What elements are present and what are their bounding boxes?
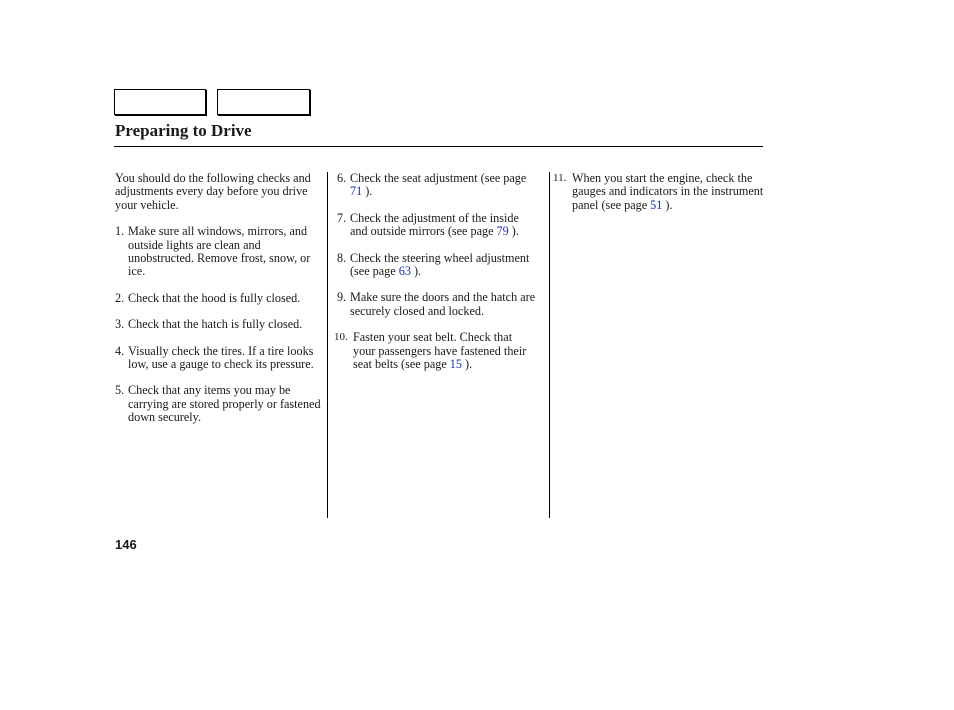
item-text: When you start the engine, check the gauges and indicators in the instrument panel (see page bbox=[572, 171, 764, 212]
item-text-end: ). bbox=[362, 184, 373, 199]
checklist-item-1 bbox=[115, 225, 325, 279]
item-text: Make sure all windows, mirrors, and outside lights are clean and unobstructed. Remove frost, snow, or ice. bbox=[128, 224, 311, 279]
title-rule bbox=[114, 146, 763, 147]
item-text: Check that the hatch is fully closed. bbox=[128, 317, 303, 332]
item-text: Fasten your seat belt. Check that your passengers have fastened their seat belts (see page bbox=[353, 330, 527, 372]
item-number: 7. bbox=[337, 210, 347, 225]
item-number: 5. bbox=[115, 383, 125, 398]
item-number: 8. bbox=[337, 250, 347, 265]
column-2 bbox=[334, 171, 537, 384]
checklist-item-9 bbox=[337, 291, 537, 318]
page-link-71[interactable]: 71 bbox=[350, 184, 363, 199]
checklist-item-7 bbox=[337, 212, 537, 239]
page-link-15[interactable]: 15 bbox=[449, 357, 462, 372]
item-text: Check the seat adjustment (see page bbox=[350, 171, 527, 185]
nav-button-main-menu[interactable] bbox=[114, 89, 206, 115]
page-title: Preparing to Drive bbox=[115, 121, 252, 140]
item-text: Make sure the doors and the hatch are securely closed and locked. bbox=[350, 290, 536, 318]
nav-button-table-of-contents[interactable] bbox=[217, 89, 310, 115]
intro-text: You should do the following checks and adjustments every day before you drive your vehicle. bbox=[115, 171, 311, 212]
item-number: 4. bbox=[115, 343, 125, 358]
item-text: Visually check the tires. If a tire looks low, use a gauge to check its pressure. bbox=[128, 343, 314, 372]
checklist-item-11 bbox=[553, 171, 766, 212]
item-text: Check that the hood is fully closed. bbox=[128, 290, 301, 305]
page-link-63[interactable]: 63 bbox=[398, 264, 411, 279]
item-number: 3. bbox=[115, 317, 125, 332]
item-text: Check the steering wheel adjustment (see page bbox=[350, 250, 530, 279]
item-text: Check the adjustment of the inside and outside mirrors (see page bbox=[350, 210, 519, 239]
checklist-item-6 bbox=[337, 172, 537, 199]
checklist-item-8 bbox=[337, 252, 537, 279]
column-divider bbox=[549, 172, 550, 518]
item-number: 9. bbox=[337, 290, 347, 305]
item-text-end: ). bbox=[410, 264, 422, 279]
page-link-51[interactable]: 51 bbox=[650, 197, 663, 212]
column-3 bbox=[553, 171, 766, 225]
checklist-item-5 bbox=[115, 384, 325, 424]
item-number: 6. bbox=[337, 171, 347, 185]
item-number: 2. bbox=[115, 290, 125, 305]
column-divider bbox=[327, 172, 328, 518]
page-link-79[interactable]: 79 bbox=[496, 224, 509, 239]
page-number: 146 bbox=[115, 537, 137, 552]
item-text: Check that any items you may be carrying are stored properly or fastened down securely. bbox=[128, 383, 321, 425]
item-number: 10. bbox=[334, 331, 348, 344]
item-text-end: ). bbox=[508, 224, 519, 239]
checklist-item-3 bbox=[115, 318, 325, 331]
item-number: 1. bbox=[115, 224, 125, 239]
checklist-item-10 bbox=[334, 330, 537, 372]
item-text-end: ). bbox=[662, 197, 673, 212]
item-number: 11. bbox=[553, 172, 567, 184]
checklist-item-2 bbox=[115, 292, 325, 305]
checklist-item-4 bbox=[115, 345, 325, 372]
column-1 bbox=[115, 172, 325, 438]
item-text-end: ). bbox=[461, 357, 473, 372]
